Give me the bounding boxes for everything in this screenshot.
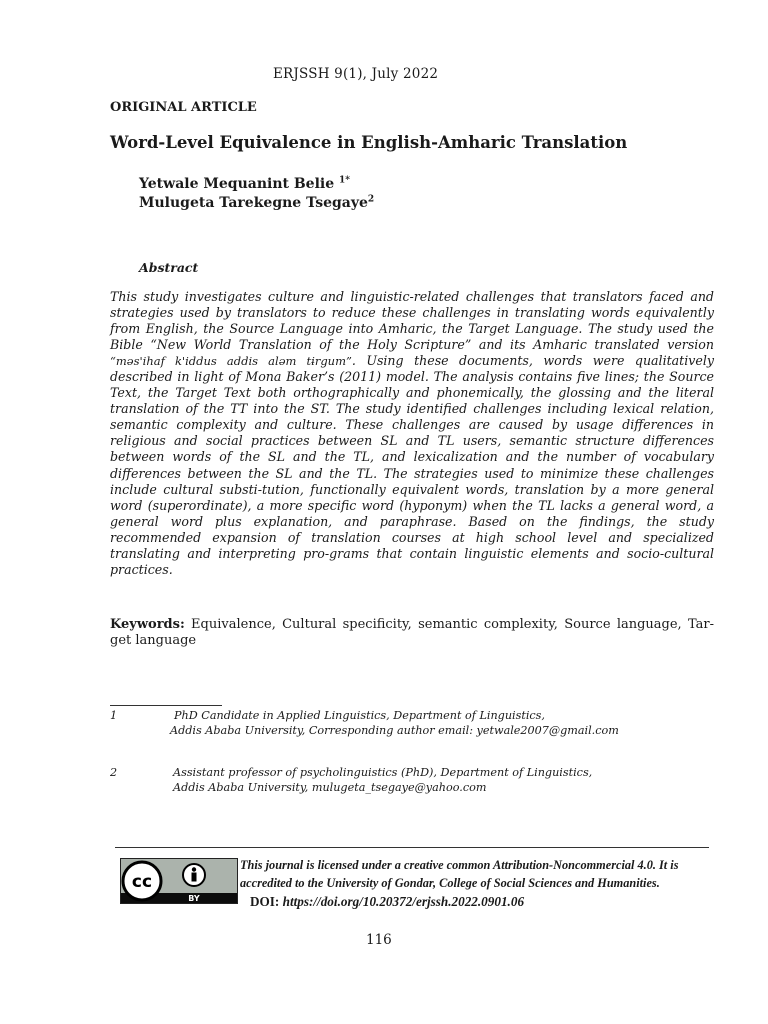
abstract-text: . Using these documents, words were qualitatively described in light of Mona Baker’s (2011) model. The analysis contains five lines; the Source Text, the Target Text both orthographically and phonemically, the glossing and the literal translation of the TT into the ST. The study identified challenges including lexical relation, semantic complexity and culture. These challenges are caused by usage differences in religious and social practices between SL and TL users, semantic structure differences between words of the SL and the TL, and lexicalization and the number of vocabulary differences between the SL and the TL. The strategies used to minimize these challenges include cultural substi-tution, functionally equivalent words, translation by a more general word (superordinate), a more specific word (hyponym) when the TL lacks a general word, a general word plus explanation, and paraphrase. Based on the findings, the study recommended expansion of translation courses at high school level and specialized translating and interpreting pro-grams that contain linguistic elements and socio-cultural practices. xyxy=(110,353,714,577)
by-label: BY xyxy=(188,894,200,903)
abstract-text: This study investigates culture and linguistic-related challenges that translators faced and strategies used by translators to reduce these challenges in translating words equivalently from English, the Source Language into Amharic, the Target Language. The study used the Bible “New World Translation of the Holy Scripture” and its Amharic translated version xyxy=(110,289,714,353)
page-number: 116 xyxy=(366,932,392,948)
author-name: Mulugeta Tarekegne Tsegaye xyxy=(139,195,368,211)
license-divider xyxy=(115,847,709,848)
cc-by-icon xyxy=(121,859,237,903)
author-name: Yetwale Mequanint Belie xyxy=(139,176,339,192)
doi-link[interactable]: https://doi.org/10.20372/erjssh.2022.0901.06 xyxy=(279,894,525,909)
keywords-label: Keywords: xyxy=(110,617,185,632)
amharic-title-transcription: “məs'ihaf k'iddus addis aləm tɨrgum” xyxy=(110,354,352,369)
author-2 xyxy=(139,195,374,211)
author-marker: 2 xyxy=(367,194,375,205)
section-label: ORIGINAL ARTICLE xyxy=(110,100,257,115)
cc-by-license-badge xyxy=(120,858,238,904)
abstract-heading: Abstract xyxy=(139,260,199,275)
footnote-line: PhD Candidate in Applied Linguistics, Department of Linguistics, xyxy=(174,709,545,722)
license-line: This journal is licensed under a creative common Attribution-Noncommercial 4.0. It is xyxy=(240,858,679,872)
footnote-number: 2 xyxy=(110,766,118,779)
author-marker: 1* xyxy=(339,175,350,186)
journal-issue: ERJSSH 9(1), July 2022 xyxy=(273,66,439,82)
footnote-divider xyxy=(110,705,222,706)
footnote-line: Addis Ababa University, mulugeta_tsegaye@yahoo.com xyxy=(173,781,487,794)
cc-symbol: cc xyxy=(131,872,153,892)
footnote-number: 1 xyxy=(110,709,118,722)
keywords-list: Equivalence, Cultural specificity, semantic complexity, Source language, Tar-get language xyxy=(110,617,714,648)
footnote-2 xyxy=(110,765,714,797)
doi-label: DOI: xyxy=(250,894,280,909)
footnote-1 xyxy=(110,708,714,740)
author-1 xyxy=(139,176,350,192)
doi-line xyxy=(250,894,524,910)
license-line: accredited to the University of Gondar, College of Social Sciences and Humanities. xyxy=(240,876,660,890)
footnote-line: Addis Ababa University, Corresponding author email: yetwale2007@gmail.com xyxy=(170,724,619,737)
footnote-line: Assistant professor of psycholinguistics (PhD), Department of Linguistics, xyxy=(173,766,593,779)
license-statement xyxy=(240,856,710,892)
article-title: Word-Level Equivalence in English-Amharic Translation xyxy=(110,133,628,152)
keywords xyxy=(110,617,714,649)
abstract-body xyxy=(110,289,714,578)
